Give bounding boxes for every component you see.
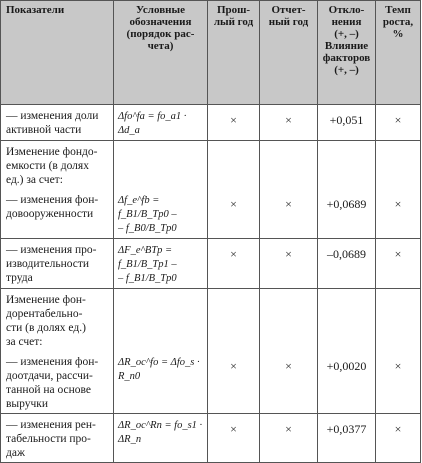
row-name: — изменения рен- табельности про- даж (1, 414, 114, 463)
table-row (1, 239, 421, 289)
row-deviation: –0,0689 (318, 239, 376, 289)
row-name: Изменение фон- дорентабельно- сти (в долях ед.) за счет: (1, 289, 114, 352)
row-formula: ΔR_oc^fo = Δfo_s · R_n0 (114, 351, 208, 414)
row-rate: × (376, 351, 421, 414)
header-row (1, 1, 421, 105)
row-report (260, 141, 318, 190)
row-deviation (318, 141, 376, 190)
row-report: × (260, 351, 318, 414)
row-name: Изменение фондо- емкости (в долях ед.) за счет: (1, 141, 114, 190)
row-prev (208, 289, 260, 352)
row-report (260, 289, 318, 352)
row-prev: × (208, 239, 260, 289)
header-report-year: Отчет- ный год (260, 1, 318, 105)
row-report: × (260, 239, 318, 289)
row-formula (114, 289, 208, 352)
row-prev: × (208, 414, 260, 463)
row-report: × (260, 414, 318, 463)
row-name: — изменения доли активной части (1, 105, 114, 141)
row-name: — изменения фон- доотдачи, рассчи- танной на основе выручки (1, 351, 114, 414)
table-row (1, 141, 421, 190)
row-deviation (318, 289, 376, 352)
table-row (1, 189, 421, 239)
header-prev-year: Прош- лый год (208, 1, 260, 105)
row-name: — изменения фон- довооруженности (1, 189, 114, 239)
row-deviation: +0,0689 (318, 189, 376, 239)
row-name: — изменения про- изводительности труда (1, 239, 114, 289)
row-formula: ΔR_oc^Rn = fo_s1 · ΔR_n (114, 414, 208, 463)
row-deviation: +0,0020 (318, 351, 376, 414)
row-formula: Δfo^fa = fo_a1 · Δd_a (114, 105, 208, 141)
header-symbols: Условные обозначения (порядок рас- чета) (114, 1, 208, 105)
row-rate: × (376, 105, 421, 141)
row-prev: × (208, 105, 260, 141)
header-indicators: Показатели (1, 1, 114, 105)
row-report: × (260, 189, 318, 239)
table-row (1, 351, 421, 414)
row-formula: Δf_e^fb = f_B1/B_Tp0 – – f_B0/B_Tp0 (114, 189, 208, 239)
row-report: × (260, 105, 318, 141)
row-rate: × (376, 414, 421, 463)
row-prev: × (208, 351, 260, 414)
row-rate (376, 289, 421, 352)
row-formula (114, 141, 208, 190)
table-row (1, 414, 421, 463)
header-deviation: Откло- нения (+, –) Влияние факторов (+, –) (318, 1, 376, 105)
row-deviation: +0,051 (318, 105, 376, 141)
table-row (1, 105, 421, 141)
table-row (1, 289, 421, 352)
row-deviation: +0,0377 (318, 414, 376, 463)
row-rate: × (376, 189, 421, 239)
row-rate: × (376, 239, 421, 289)
row-formula: ΔF_e^BTp = f_B1/B_Tp1 – – f_B1/B_Tp0 (114, 239, 208, 289)
row-rate (376, 141, 421, 190)
header-growth-rate: Темп роста, % (376, 1, 421, 105)
row-prev (208, 141, 260, 190)
row-prev: × (208, 189, 260, 239)
